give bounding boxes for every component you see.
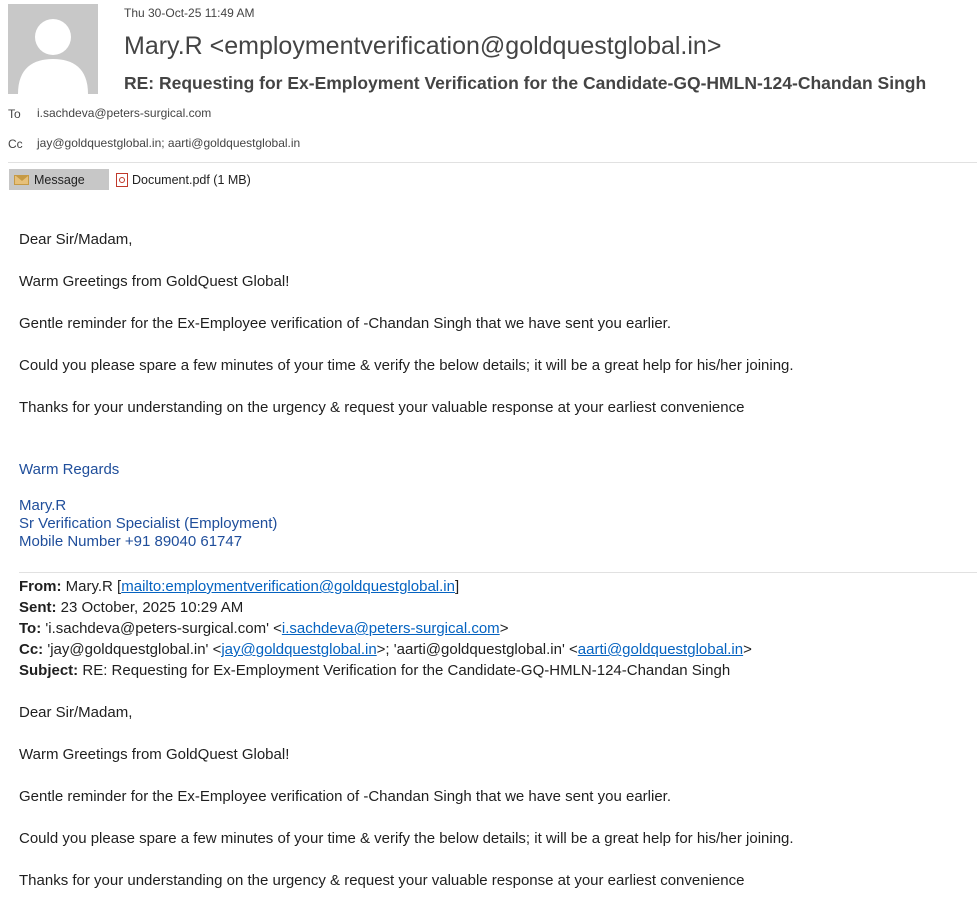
body-greeting: Dear Sir/Madam, xyxy=(19,231,133,248)
quoted-from-label: From: xyxy=(19,578,62,595)
body-request: Could you please spare a few minutes of your time & verify the below details; it will be a great help for his/her joining. xyxy=(19,357,794,374)
body-thanks: Thanks for your understanding on the urgency & request your valuable response at your earliest convenience xyxy=(19,399,745,416)
email-subject: RE: Requesting for Ex-Employment Verification for the Candidate-GQ-HMLN-124-Chandan Singh xyxy=(124,73,927,93)
quoted-cc-text1: 'jay@goldquestglobal.in' < xyxy=(43,641,222,658)
quoted-from-link[interactable]: mailto:employmentverification@goldquestglobal.in xyxy=(121,578,455,595)
quoted-cc-link-jay[interactable]: jay@goldquestglobal.in xyxy=(221,641,377,658)
message-tab-label: Message xyxy=(34,172,85,187)
quoted-reminder: Gentle reminder for the Ex-Employee verification of -Chandan Singh that we have sent you earlier. xyxy=(19,788,672,805)
body-reminder: Gentle reminder for the Ex-Employee verification of -Chandan Singh that we have sent you earlier. xyxy=(19,315,672,332)
attachment-label: Document.pdf (1 MB) xyxy=(132,173,251,187)
quoted-subject-label: Subject: xyxy=(19,662,79,679)
avatar[interactable] xyxy=(8,4,98,94)
quoted-from-end: ] xyxy=(454,578,460,595)
quoted-greeting: Dear Sir/Madam, xyxy=(19,704,133,721)
person-silhouette-icon xyxy=(8,4,98,94)
attachment-document-pdf[interactable] xyxy=(116,170,251,190)
envelope-icon xyxy=(14,175,29,185)
quoted-cc-link-aarti[interactable]: aarti@goldquestglobal.in xyxy=(577,641,744,658)
quoted-divider xyxy=(19,572,977,573)
header-divider xyxy=(8,162,977,163)
to-recipient[interactable]: i.sachdeva@peters-surgical.com xyxy=(37,106,212,120)
quoted-sent-label: Sent: xyxy=(19,599,57,616)
quoted-cc xyxy=(19,641,752,658)
quoted-thanks: Thanks for your understanding on the urgency & request your valuable response at your earliest convenience xyxy=(19,872,745,889)
quoted-subject-value: RE: Requesting for Ex-Employment Verification for the Candidate-GQ-HMLN-124-Chandan Singh xyxy=(78,662,731,679)
quoted-sent xyxy=(19,599,243,616)
quoted-cc-text2: >; 'aarti@goldquestglobal.in' < xyxy=(376,641,578,658)
quoted-cc-label: Cc: xyxy=(19,641,44,658)
signature-mobile: Mobile Number +91 89040 61747 xyxy=(19,533,243,550)
signature-title: Sr Verification Specialist (Employment) xyxy=(19,515,278,532)
quoted-subject xyxy=(19,662,730,679)
message-tab[interactable] xyxy=(9,169,109,190)
quoted-to-label: To: xyxy=(19,620,42,637)
pdf-file-icon xyxy=(116,173,128,187)
quoted-cc-end: > xyxy=(743,641,752,658)
cc-recipients[interactable]: jay@goldquestglobal.in; aarti@goldquestglobal.in xyxy=(37,136,301,150)
quoted-request: Could you please spare a few minutes of your time & verify the below details; it will be a great help for his/her joining. xyxy=(19,830,794,847)
sender-name[interactable]: Mary.R <employmentverification@goldquestglobal.in> xyxy=(124,32,722,60)
quoted-from xyxy=(19,578,459,595)
received-date: Thu 30-Oct-25 11:49 AM xyxy=(124,6,255,20)
email-header xyxy=(0,0,977,195)
quoted-from-name: Mary.R [ xyxy=(61,578,122,595)
body-warm-greeting: Warm Greetings from GoldQuest Global! xyxy=(19,273,290,290)
quoted-warm-greeting: Warm Greetings from GoldQuest Global! xyxy=(19,746,290,763)
quoted-to-text: 'i.sachdeva@peters-surgical.com' < xyxy=(41,620,282,637)
to-label: To xyxy=(8,107,21,121)
signature-regards: Warm Regards xyxy=(19,461,120,478)
quoted-to xyxy=(19,620,508,637)
signature-name: Mary.R xyxy=(19,497,67,514)
cc-label: Cc xyxy=(8,137,23,151)
quoted-to-link[interactable]: i.sachdeva@peters-surgical.com xyxy=(281,620,500,637)
quoted-to-end: > xyxy=(499,620,509,637)
quoted-sent-value: 23 October, 2025 10:29 AM xyxy=(56,599,244,616)
